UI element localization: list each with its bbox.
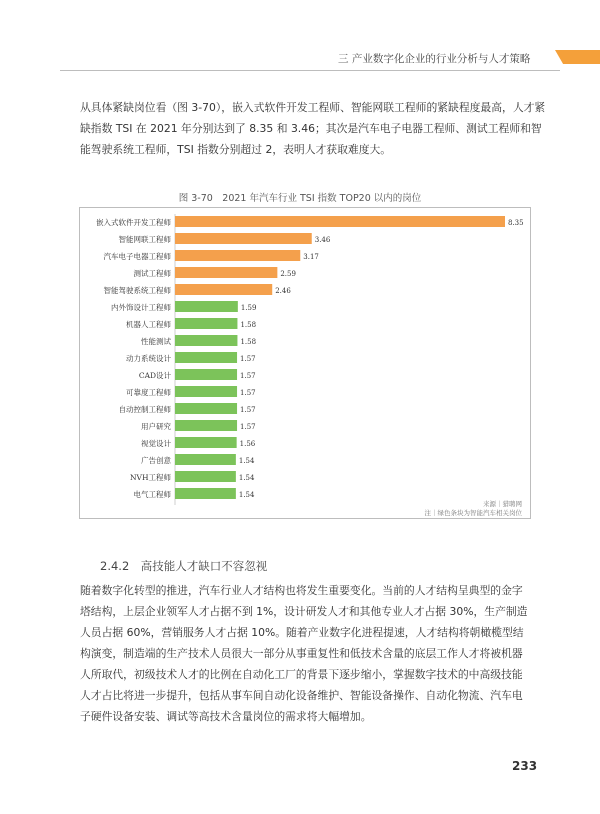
intro-paragraph: 从具体紧缺岗位看（图 3-70），嵌入式软件开发工程师、智能网联工程师的紧缺程度最高，人才紧缺指数 TSI 在 2021 年分别达到了 8.35 和 3.46；其次是汽车电子电器工程师、测试工程师和智能驾驶系统工程师，TSI 指数分别超过 2，表明人才获取难度大。: [80, 101, 546, 156]
data-label: 8.35: [508, 219, 524, 227]
category-label: 动力系统设计: [126, 354, 171, 363]
bar: [175, 318, 237, 329]
figure-title: 图 3-70 2021 年汽车行业 TSI 指数 TOP20 以内的岗位: [178, 193, 422, 204]
data-label: 1.57: [240, 423, 256, 431]
data-label: 1.59: [240, 304, 257, 312]
header-rule: [60, 70, 560, 71]
bar-chart: [80, 208, 530, 518]
category-label: 可靠度工程师: [126, 388, 171, 397]
bar: [175, 403, 237, 414]
data-label: 1.54: [238, 457, 255, 465]
bar: [175, 267, 277, 278]
category-label: 性能测试: [141, 337, 171, 346]
category-label: 用户研究: [141, 422, 171, 431]
data-label: 1.57: [240, 406, 256, 414]
category-label: NVH工程师: [129, 473, 171, 482]
data-label: 3.46: [314, 236, 331, 244]
bar: [175, 233, 312, 244]
category-label: 智能驾驶系统工程师: [103, 286, 171, 295]
chart-source-note: 来源｜猎聘网: [483, 500, 522, 508]
category-label: 视觉设计: [141, 439, 171, 448]
data-label: 1.54: [238, 491, 255, 499]
bar: [175, 216, 505, 227]
category-label: 嵌入式软件开发工程师: [96, 218, 171, 227]
category-label: 机器人工程师: [126, 320, 171, 329]
page-number: 233: [512, 759, 538, 773]
category-label: 汽车电子电器工程师: [103, 252, 171, 261]
bar: [175, 369, 237, 380]
category-label: 智能网联工程师: [118, 235, 171, 244]
data-label: 1.57: [240, 389, 256, 397]
category-label: 测试工程师: [133, 269, 171, 278]
chart-frame: [79, 207, 531, 519]
running-header: 三 产业数字化企业的行业分析与人才策略: [338, 53, 531, 65]
category-label: 内外饰设计工程师: [111, 303, 171, 312]
data-label: 2.46: [275, 287, 291, 295]
bar: [175, 250, 300, 261]
category-label: CAD设计: [138, 371, 171, 380]
category-label: 自动控制工程师: [118, 405, 171, 414]
bar: [175, 420, 237, 431]
body-paragraph: 随着数字化转型的推进，汽车行业人才结构也将发生重要变化。当前的人才结构呈典型的金字塔结构，上层企业领军人才占据不到 1%，设计研发人才和其他专业人才占据 30%，生产制造人员占据 60%，营销服务人才占据 10%。随着产业数字化进程提速，人才结构将朝橄榄型结构演变，制造端的生产技术人员很大一部分从事重复性和低技术含量的底层工作人才将被机器人所取代，初级技术人才的比例在自动化工厂的背景下逐步缩小，掌握数字技术的中高级技能人才占比将进一步提升，包括从事车间自动化设备维护、智能设备操作、自动化物流、汽车电子硬件设备安装、调试等高技术含量岗位的需求将大幅增加。: [80, 584, 528, 723]
bar: [175, 471, 236, 482]
data-label: 1.54: [238, 474, 255, 482]
bar: [175, 437, 237, 448]
header-accent-bar: [555, 50, 600, 64]
data-label: 1.57: [240, 372, 256, 380]
bar: [175, 284, 272, 295]
data-label: 1.56: [239, 440, 256, 448]
bar: [175, 335, 237, 346]
category-label: 电气工程师: [133, 490, 171, 499]
data-label: 1.57: [240, 355, 256, 363]
bar: [175, 488, 236, 499]
section-heading: 2.4.2 高技能人才缺口不容忽视: [100, 559, 268, 573]
data-label: 1.58: [240, 338, 257, 346]
data-label: 3.17: [303, 253, 319, 261]
bar: [175, 454, 236, 465]
data-label: 1.58: [240, 321, 257, 329]
data-label: 2.59: [280, 270, 296, 278]
bar: [175, 352, 237, 363]
category-label: 广告创意: [141, 456, 171, 465]
chart-color-note: 注｜绿色条块为智能汽车相关岗位: [424, 509, 522, 517]
bar: [175, 386, 237, 397]
bar: [175, 301, 238, 312]
